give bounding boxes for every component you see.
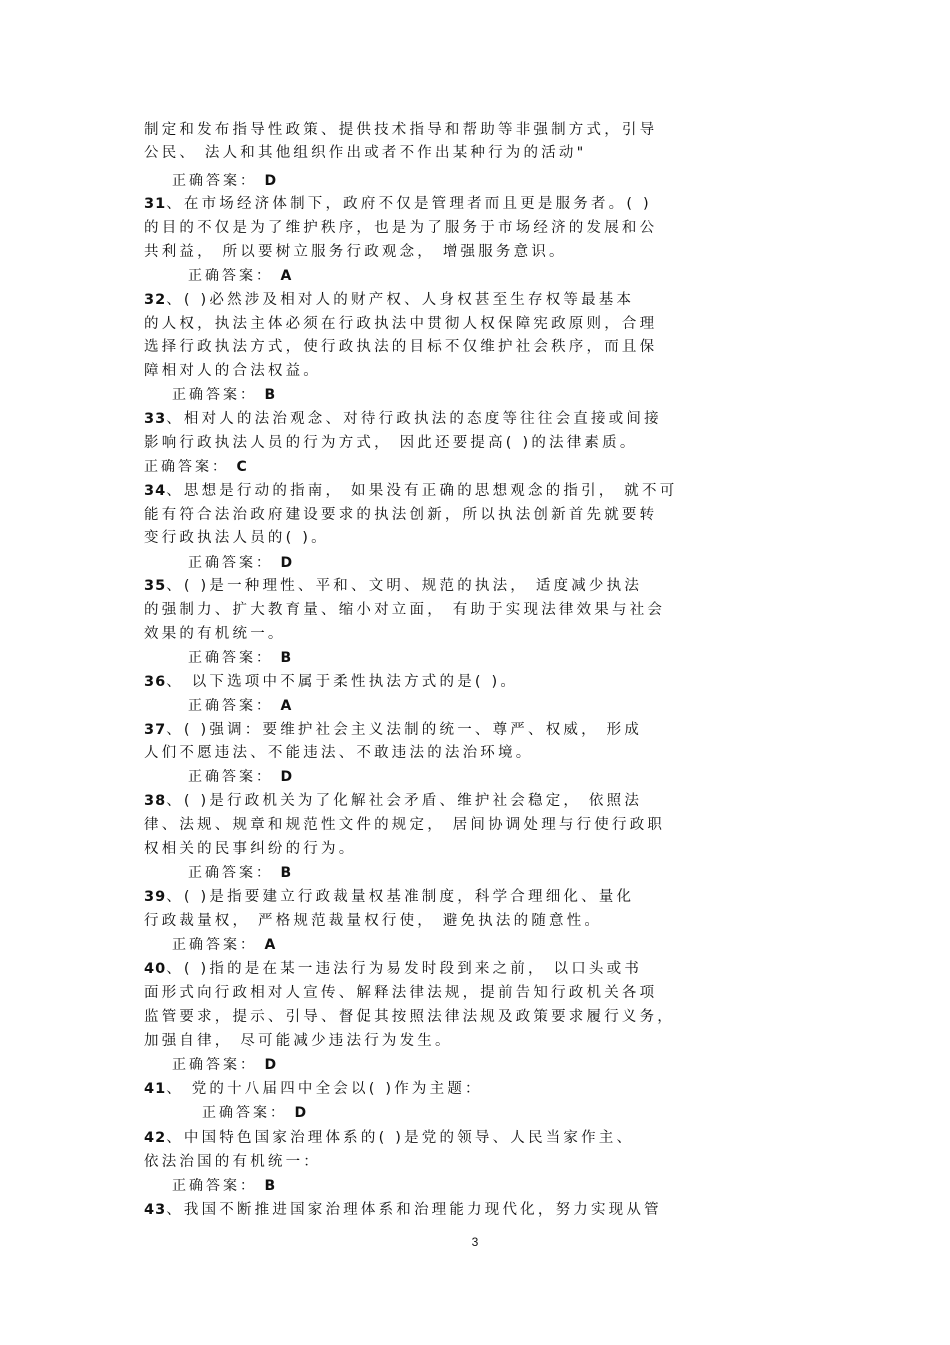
line-text: 选择行政执法方式，使行政执法的目标不仅维护社会秩序，而且保 [144,339,658,355]
answer-label: 正确答案： [202,1105,295,1121]
line-text: 障相对人的合法权益。 [144,363,321,379]
text-line [144,815,814,835]
line-text: 面形式向行政相对人宣传、解释法律法规，提前告知行政机关各项 [144,985,658,1001]
line-text: 、 以下选项中不属于柔性执法方式的是( )。 [166,674,519,690]
line-text: 效果的有机统一。 [144,626,286,642]
answer-line [188,863,858,883]
question-number: 35 [144,578,167,594]
answer-letter: B [264,387,279,403]
answer-letter: A [280,698,295,714]
line-text: 加强自律， 尽可能减少违法行为发生。 [144,1033,453,1049]
question-number: 34 [144,483,167,499]
question-line [144,290,814,310]
answer-letter: B [280,650,295,666]
answer-letter: C [236,459,250,475]
question-line [144,1200,814,1220]
answer-line [172,1055,842,1075]
text-line [144,433,814,453]
question-line [144,576,814,596]
line-text: 、相对人的法治观念、对待行政执法的态度等往往会直接或间接 [166,411,662,427]
text-line [144,839,814,859]
text-line [144,361,814,381]
text-line [144,120,814,140]
text-line [144,143,814,163]
answer-label: 正确答案： [188,555,281,571]
line-text: 公民、 法人和其他组织作出或者不作出某种行为的活动" [144,145,587,161]
question-line [144,194,814,214]
answer-line [172,385,842,405]
question-line [144,791,814,811]
line-text: 、( )是行政机关为了化解社会矛盾、维护社会稳定， 依照法 [166,793,643,809]
text-line [144,743,814,763]
line-text: 律、法规、规章和规范性文件的规定， 居间协调处理与行使行政职 [144,817,666,833]
question-number: 38 [144,793,167,809]
text-line [144,1031,814,1051]
line-text: 制定和发布指导性政策、提供技术指导和帮助等非强制方式，引导 [144,122,658,138]
line-text: 、中国特色国家治理体系的( )是党的领导、人民当家作主、 [166,1130,635,1146]
answer-line [172,935,842,955]
answer-letter: A [264,937,279,953]
answer-letter: D [280,555,296,571]
question-line [144,409,814,429]
question-number: 43 [144,1202,167,1218]
line-text: 的目的不仅是为了维护秩序，也是为了服务于市场经济的发展和公 [144,220,658,236]
text-line [144,337,814,357]
line-text: 变行政执法人员的( )。 [144,530,329,546]
question-number: 39 [144,889,167,905]
answer-letter: D [264,1057,280,1073]
line-text: 影响行政执法人员的行为方式， 因此还要提高( )的法律素质。 [144,435,638,451]
answer-label: 正确答案： [188,698,281,714]
text-line [144,1152,814,1172]
answer-letter: B [264,1178,279,1194]
answer-label: 正确答案： [172,1178,265,1194]
line-text: 依法治国的有机统一： [144,1154,321,1170]
answer-label: 正确答案： [172,173,265,189]
line-text: 、( )必然涉及相对人的财产权、人身权甚至生存权等最基本 [166,292,635,308]
text-line [144,528,814,548]
answer-line [172,1176,842,1196]
text-line [144,1007,814,1027]
answer-label: 正确答案： [172,387,265,403]
text-line [144,242,814,262]
question-line [144,1079,814,1099]
answer-letter: D [264,173,280,189]
answer-letter: D [280,769,296,785]
question-number: 31 [144,196,167,212]
answer-line [188,266,858,286]
text-line [144,218,814,238]
question-number: 32 [144,292,167,308]
text-line [144,314,814,334]
line-text: 监管要求，提示、引导、督促其按照法律法规及政策要求履行义务， [144,1009,675,1025]
answer-label: 正确答案： [144,459,237,475]
line-text: 能有符合法治政府建设要求的执法创新，所以执法创新首先就要转 [144,507,658,523]
line-text: 、 党的十八届四中全会以( )作为主题： [166,1081,483,1097]
answer-line [188,767,858,787]
answer-line [202,1103,872,1123]
question-line [144,481,814,501]
answer-label: 正确答案： [172,1057,265,1073]
answer-letter: D [294,1105,310,1121]
answer-line [144,457,814,477]
question-line [144,887,814,907]
answer-line [188,696,858,716]
answer-line [188,553,858,573]
answer-label: 正确答案： [172,937,265,953]
question-line [144,1128,814,1148]
question-number: 40 [144,961,167,977]
question-line [144,672,814,692]
line-text: 权相关的民事纠纷的行为。 [144,841,357,857]
text-line [144,600,814,620]
text-line [144,505,814,525]
line-text: 、在市场经济体制下，政府不仅是管理者而且更是服务者。( ) [166,196,652,212]
line-text: 人们不愿违法、不能违法、不敢违法的法治环境。 [144,745,534,761]
line-text: 、( )指的是在某一违法行为易发时段到来之前， 以口头或书 [166,961,643,977]
question-line [144,720,814,740]
line-text: 行政裁量权， 严格规范裁量权行使， 避免执法的随意性。 [144,913,603,929]
answer-line [188,648,858,668]
text-line [144,624,814,644]
line-text: 、( )是指要建立行政裁量权基准制度，科学合理细化、量化 [166,889,635,905]
line-text: 共利益， 所以要树立服务行政观念， 增强服务意识。 [144,244,567,260]
question-number: 41 [144,1081,167,1097]
line-text: 的人权，执法主体必须在行政执法中贯彻人权保障宪政原则，合理 [144,316,658,332]
line-text: 的强制力、扩大教育量、缩小对立面， 有助于实现法律效果与社会 [144,602,666,618]
question-line [144,959,814,979]
answer-label: 正确答案： [188,268,281,284]
question-number: 42 [144,1130,167,1146]
answer-label: 正确答案： [188,769,281,785]
question-number: 36 [144,674,167,690]
page-number: 3 [471,1235,479,1249]
line-text: 、( )强调：要维护社会主义法制的统一、尊严、权威， 形成 [166,722,643,738]
answer-line [172,171,842,191]
answer-letter: A [280,268,295,284]
question-number: 37 [144,722,167,738]
text-line [144,983,814,1003]
answer-label: 正确答案： [188,865,281,881]
answer-letter: B [280,865,295,881]
line-text: 、我国不断推进国家治理体系和治理能力现代化，努力实现从管 [166,1202,662,1218]
question-number: 33 [144,411,167,427]
answer-label: 正确答案： [188,650,281,666]
line-text: 、( )是一种理性、平和、文明、规范的执法， 适度减少执法 [166,578,643,594]
text-line [144,911,814,931]
line-text: 、思想是行动的指南， 如果没有正确的思想观念的指引， 就不可 [166,483,678,499]
